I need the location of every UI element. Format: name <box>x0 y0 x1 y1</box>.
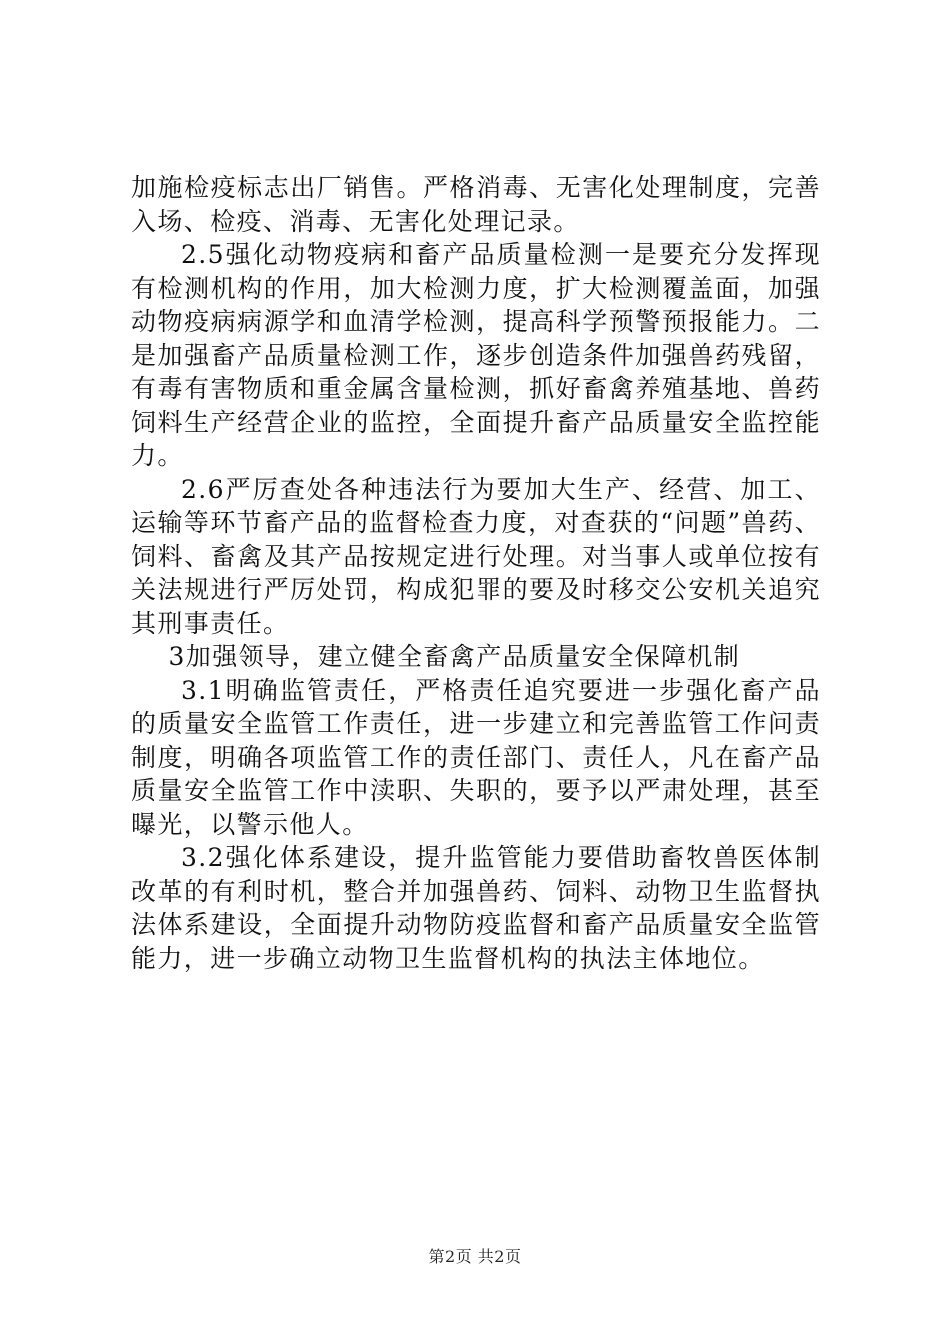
paragraph-3-2-system-building: 3.2强化体系建设，提升监管能力要借助畜牧兽医体制改革的有利时机，整合并加强兽药、饲料、动物卫生监督执法体系建设，全面提升动物防疫监督和畜产品质量安全监管能力，进一步确立动物卫生监督机构的执法主体地位。 <box>131 843 821 973</box>
paragraph-continuation: 加施检疫标志出厂销售。严格消毒、无害化处理制度，完善入场、检疫、消毒、无害化处理记录。 <box>131 173 821 236</box>
paragraph-2-6-enforcement: 2.6严厉查处各种违法行为要加大生产、经营、加工、运输等环节畜产品的监督检查力度，对查获的“问题”兽药、饲料、畜禽及其产品按规定进行处理。对当事人或单位按有关法规进行严厉处罚，构成犯罪的要及时移交公安机关追究其刑事责任。 <box>131 474 821 638</box>
paragraph-3-1-responsibility: 3.1明确监管责任，严格责任追究要进一步强化畜产品的质量安全监管工作责任，进一步建立和完善监管工作问责制度，明确各项监管工作的责任部门、责任人，凡在畜产品质量安全监管工作中渎职、失职的，要予以严肃处理，甚至曝光，以警示他人。 <box>131 675 821 839</box>
page-footer: 第2页 共2页 <box>428 1247 522 1266</box>
section-heading-3: 3加强领导，建立健全畜禽产品质量安全保障机制 <box>168 642 741 671</box>
document-body <box>131 171 821 975</box>
paragraph-2-5-quality-testing: 2.5强化动物疫病和畜产品质量检测一是要充分发挥现有检测机构的作用，加大检测力度，扩大检测覆盖面，加强动物疫病病源学和血清学检测，提高科学预警预报能力。二是加强畜产品质量检测工作，逐步创造条件加强兽药残留，有毒有害物质和重金属含量检测，抓好畜禽养殖基地、兽药饲料生产经营企业的监控，全面提升畜产品质量安全监控能力。 <box>131 240 821 470</box>
